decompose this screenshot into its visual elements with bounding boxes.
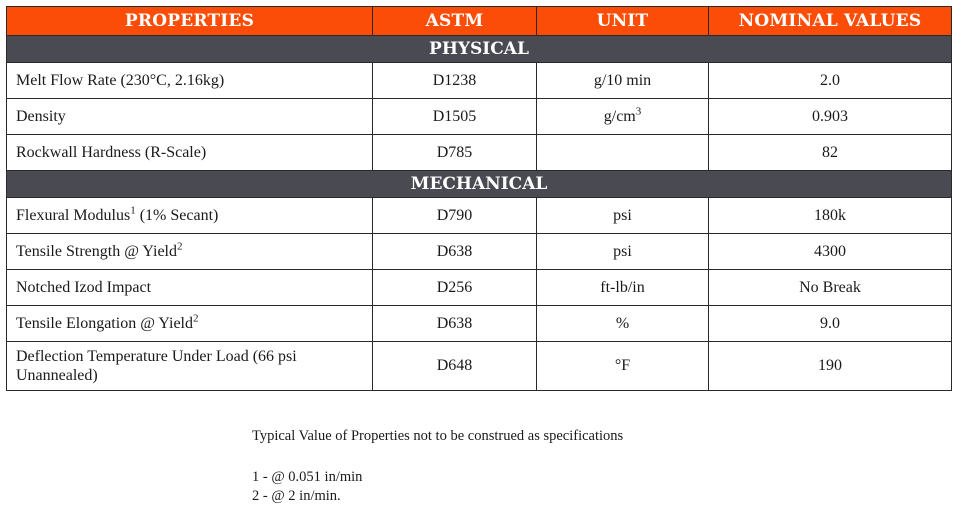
section-row [7, 36, 952, 63]
property-name: Rockwall Hardness (R-Scale) [16, 144, 207, 161]
unit-text: % [615, 314, 630, 332]
section-title: MECHANICAL [7, 171, 952, 198]
unit-cell [537, 99, 709, 135]
unit-text: g/cm [603, 107, 636, 125]
unit-cell [537, 135, 709, 171]
property-suffix: (1% Secant) [135, 207, 219, 224]
nominal-value-cell: 4300 [709, 234, 952, 270]
property-name: Density [16, 108, 66, 125]
table-row [7, 135, 952, 171]
property-cell [7, 198, 373, 234]
table-row [7, 270, 952, 306]
properties-table [6, 6, 952, 391]
property-name: Deflection Temperature Under Load (66 psi Unannealed) [16, 348, 297, 384]
property-cell [7, 99, 373, 135]
property-cell [7, 234, 373, 270]
header-astm: ASTM [373, 7, 537, 36]
specification-note: Typical Value of Properties not to be construed as specifications [252, 428, 624, 444]
astm-cell: D785 [373, 135, 537, 171]
table-row [7, 342, 952, 391]
table-row [7, 306, 952, 342]
astm-cell: D256 [373, 270, 537, 306]
table-row [7, 234, 952, 270]
footnote-1: 1 - @ 0.051 in/min [252, 469, 363, 485]
astm-cell: D1505 [373, 99, 537, 135]
footnote-marker: 1 [130, 204, 136, 217]
section-row [7, 171, 952, 198]
table-row [7, 198, 952, 234]
property-cell [7, 135, 373, 171]
unit-text: g/10 min [593, 71, 652, 89]
nominal-value-cell: 180k [709, 198, 952, 234]
header-nominal-values: NOMINAL VALUES [709, 7, 952, 36]
nominal-value-cell: 82 [709, 135, 952, 171]
property-name: Flexural Modulus [16, 207, 131, 224]
property-cell [7, 63, 373, 99]
nominal-value-cell: 0.903 [709, 99, 952, 135]
header-row [7, 7, 952, 36]
unit-cell [537, 306, 709, 342]
property-name: Melt Flow Rate (230°C, 2.16kg) [16, 72, 225, 89]
footnote-marker: 2 [193, 312, 199, 325]
header-properties: PROPERTIES [7, 7, 373, 36]
unit-cell [537, 342, 709, 391]
nominal-value-cell: 190 [709, 342, 952, 391]
unit-text: ft-lb/in [600, 278, 645, 296]
astm-cell: D638 [373, 234, 537, 270]
unit-text: °F [614, 357, 631, 374]
nominal-value-cell: 9.0 [709, 306, 952, 342]
table-row [7, 63, 952, 99]
section-title: PHYSICAL [7, 36, 952, 63]
unit-cell [537, 234, 709, 270]
astm-cell: D648 [373, 342, 537, 391]
property-cell [7, 342, 373, 391]
property-name: Notched Izod Impact [16, 279, 152, 296]
astm-cell: D790 [373, 198, 537, 234]
footnote-marker: 2 [177, 240, 183, 253]
property-cell [7, 306, 373, 342]
notes [252, 428, 852, 507]
astm-cell: D638 [373, 306, 537, 342]
property-cell [7, 270, 373, 306]
unit-cell [537, 270, 709, 306]
unit-text: psi [613, 206, 632, 224]
table-body [7, 36, 952, 391]
unit-superscript: 3 [635, 105, 642, 118]
property-name: Tensile Elongation @ Yield [16, 315, 193, 332]
properties-sheet [6, 6, 951, 391]
unit-cell [537, 63, 709, 99]
nominal-value-cell: 2.0 [709, 63, 952, 99]
unit-cell [537, 198, 709, 234]
footnote-2: 2 - @ 2 in/min. [252, 488, 341, 504]
property-name: Tensile Strength @ Yield [16, 243, 177, 260]
nominal-value-cell: No Break [709, 270, 952, 306]
table-row [7, 99, 952, 135]
header-unit: UNIT [537, 7, 709, 36]
astm-cell: D1238 [373, 63, 537, 99]
unit-text: psi [613, 242, 632, 260]
